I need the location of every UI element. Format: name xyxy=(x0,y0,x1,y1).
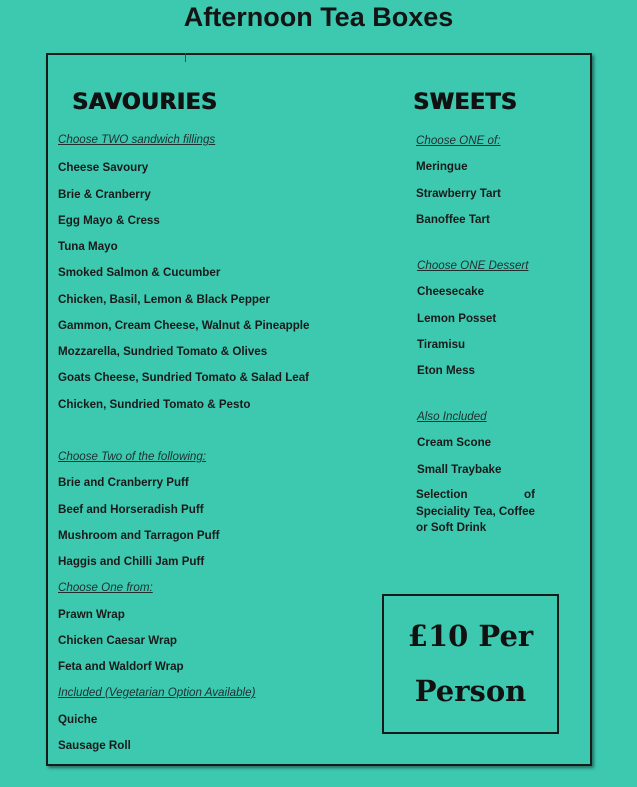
sandwich-item: Cheese Savoury xyxy=(58,161,149,174)
wrap-item: Chicken Caesar Wrap xyxy=(58,634,177,647)
included-item: Quiche xyxy=(58,713,98,726)
dessert-item: Lemon Posset xyxy=(417,312,497,325)
puff-prompt: Choose Two of the following: xyxy=(58,450,207,463)
dessert-item: Cheesecake xyxy=(417,285,485,298)
sweet-item: Strawberry Tart xyxy=(416,187,501,200)
also-included-prompt: Also Included xyxy=(417,410,487,423)
dessert-prompt: Choose ONE Dessert xyxy=(417,259,529,272)
sandwich-item: Smoked Salmon & Cucumber xyxy=(58,266,221,279)
wrap-prompt: Choose One from: xyxy=(58,581,153,594)
price-text xyxy=(408,609,533,719)
wrap-item: Feta and Waldorf Wrap xyxy=(58,660,184,673)
also-included-item: Small Traybake xyxy=(417,463,502,476)
price-line-2: Person xyxy=(414,674,527,708)
sweets-first-prompt: Choose ONE of: xyxy=(416,134,501,147)
price-box xyxy=(382,594,559,734)
sweets-heading: SWEETS xyxy=(413,90,518,115)
sandwich-item: Chicken, Basil, Lemon & Black Pepper xyxy=(58,293,270,306)
sandwich-item: Goats Cheese, Sundried Tomato & Salad Leaf xyxy=(58,371,310,384)
sweet-item: Banoffee Tart xyxy=(416,213,490,226)
wrap-item: Prawn Wrap xyxy=(58,608,125,621)
sandwich-item: Tuna Mayo xyxy=(58,240,118,253)
sweet-item: Meringue xyxy=(416,160,468,173)
dessert-item: Tiramisu xyxy=(417,338,466,351)
text-cursor-mark xyxy=(185,53,186,62)
sandwich-prompt: Choose TWO sandwich fillings xyxy=(58,133,216,146)
puff-item: Brie and Cranberry Puff xyxy=(58,476,189,489)
included-prompt: Included (Vegetarian Option Available) xyxy=(58,686,256,699)
included-item: Sausage Roll xyxy=(58,739,131,752)
puff-item: Beef and Horseradish Puff xyxy=(58,503,204,516)
puff-item: Haggis and Chilli Jam Puff xyxy=(58,555,205,568)
puff-item: Mushroom and Tarragon Puff xyxy=(58,529,220,542)
drinks-paragraph: Selection of Speciality Tea, Coffee or Soft Drink xyxy=(416,488,535,534)
sandwich-item: Chicken, Sundried Tomato & Pesto xyxy=(58,398,251,411)
also-included-item: Cream Scone xyxy=(417,436,492,449)
price-line-1: £10 Per xyxy=(407,619,534,653)
sandwich-item: Brie & Cranberry xyxy=(58,188,151,201)
sandwich-item: Mozzarella, Sundried Tomato & Olives xyxy=(58,345,268,358)
dessert-item: Eton Mess xyxy=(417,364,475,377)
savouries-heading: SAVOURIES xyxy=(72,90,218,115)
sandwich-item: Gammon, Cream Cheese, Walnut & Pineapple xyxy=(58,319,310,332)
sandwich-item: Egg Mayo & Cress xyxy=(58,214,160,227)
page-title: Afternoon Tea Boxes xyxy=(183,2,454,32)
